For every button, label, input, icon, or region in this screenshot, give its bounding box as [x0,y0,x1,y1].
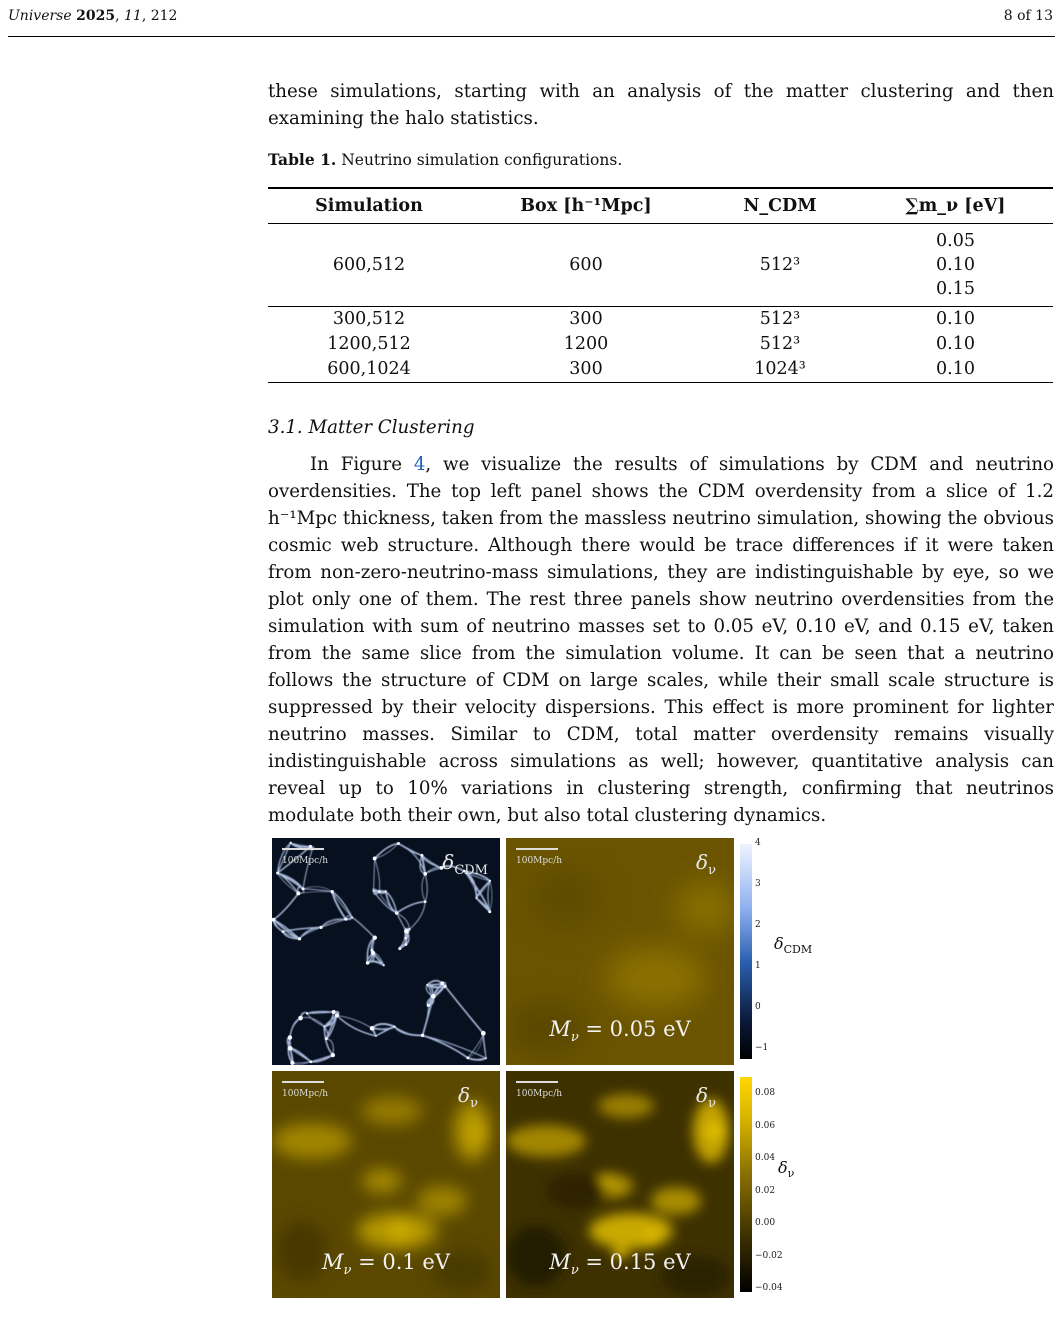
header-box: Box [h⁻¹Mpc] [520,195,652,216]
cdm-halo [302,887,305,890]
colorbar-nu [740,1077,752,1292]
colorbar-cdm-label: $\delta_{CDM}$ [774,934,813,957]
cdm-halo [296,891,300,895]
cdm-halo [427,1004,430,1007]
scale-bar [516,848,558,850]
cell-ncdm: 512³ [759,254,801,275]
cdm-halo [332,1010,336,1014]
table-row [268,332,1053,357]
scale-label: 100Mpc/h [516,1089,563,1099]
cdm-halo [309,1060,312,1063]
scale-label: 100Mpc/h [516,856,563,866]
cdm-halo [335,1013,339,1017]
panel-cdm [272,838,500,1065]
cell-simulation: 1200,512 [327,333,411,354]
header-ncdm: N_CDM [743,195,817,216]
mass-label: $M_\nu = 0.05$ eV [549,1016,691,1045]
colorbar-tick-label: 0.04 [755,1153,776,1163]
cdm-halo [276,872,279,875]
cdm-halo [395,911,399,915]
table-caption-text: Neutrino simulation configurations. [341,151,623,169]
cdm-halo [288,1035,293,1040]
table-header-row [268,189,1053,223]
cdm-halo [298,937,301,940]
colorbar-tick-label: 2 [755,920,761,930]
cell-simulation: 600,1024 [327,358,411,379]
cell-mass: 0.10 [936,358,975,379]
panel-symbol: $\delta_\nu$ [696,850,716,878]
panel-symbol: $\delta_{CDM}$ [442,850,488,878]
cell-masses [858,229,1053,301]
cdm-halo [298,1016,303,1021]
cdm-halo [385,890,387,892]
cell-mass: 0.10 [936,308,975,329]
cell-ncdm: 1024³ [754,358,806,379]
panel-nu-005 [506,838,734,1065]
colorbar-tick-label: 3 [755,879,761,889]
cdm-halo [423,872,427,876]
journal-name: Universe [8,8,72,24]
colorbar-tick-label: 0.02 [755,1185,776,1196]
colorbar-tick-label: −0.04 [755,1283,783,1293]
cdm-halo [370,1026,375,1031]
cell-mass: 0.05 [936,230,975,251]
cdm-halo [373,936,377,940]
cell-simulation: 300,512 [332,308,406,329]
scale-bar [516,1081,558,1083]
scale-bar [282,1081,324,1083]
cdm-halo [282,930,285,933]
cdm-halo [404,937,407,940]
cdm-halo [404,929,409,934]
cdm-halo [288,1046,293,1051]
panel-nu-015 [506,1071,734,1298]
cell-mass: 0.15 [936,278,975,299]
journal-volume: 11 [123,8,142,24]
table-bottom-rule [268,382,1053,384]
journal-citation: Universe 2025, 11, 212 [8,8,178,24]
cdm-halo [375,1035,377,1037]
header-simulation: Simulation [315,195,423,216]
paragraph-start: In Figure [310,454,414,475]
cdm-halo [485,1057,487,1059]
cdm-halo [481,1031,486,1036]
panel-symbol: $\delta_\nu$ [696,1083,716,1111]
cdm-halo [405,943,408,946]
page-number: 8 of 13 [1003,8,1053,24]
header-rule [8,36,1055,37]
cdm-halo [420,854,423,857]
cell-box: 300 [569,358,603,379]
scale-label: 100Mpc/h [282,1089,329,1099]
cdm-halo [331,1053,335,1057]
cdm-halo [397,842,400,845]
cdm-halo [373,890,375,892]
cdm-halo [488,910,491,913]
colorbar-tick-label: −0.02 [755,1250,783,1261]
colorbar-tick-label: −1 [755,1043,769,1053]
cdm-halo [344,918,347,921]
cdm-halo [370,949,373,952]
figure-overdensity [272,838,817,1300]
article-number: 212 [150,8,178,24]
scale-bar [282,848,324,850]
cdm-halo [443,985,446,988]
table-row [268,307,1053,332]
cdm-halo [431,994,436,999]
scale-label: 100Mpc/h [282,856,329,866]
paragraph-matter-clustering [268,451,1054,829]
cdm-halo [489,880,491,882]
cdm-halo [323,1026,325,1028]
table-row [268,224,1053,306]
cdm-halo [351,917,353,919]
cell-box: 300 [569,308,603,329]
cdm-halo [373,857,377,861]
cdm-halo [290,842,292,844]
cdm-halo [378,890,381,893]
cdm-halo [421,1034,424,1037]
table-caption-label: Table 1. [268,150,337,169]
cell-simulation: 600,512 [332,254,406,275]
running-header [8,6,1055,32]
colorbar-nu-label: $\delta_\nu$ [778,1158,795,1181]
cdm-halo [366,961,370,965]
cdm-halo [319,926,322,929]
table-caption [268,150,622,169]
paragraph-intro: these simulations, starting with an analysis of the matter clustering and then examining the halo statistics. [268,81,1054,129]
colorbar-tick-label: 0.00 [755,1218,776,1228]
mass-label: $M_\nu = 0.15$ eV [549,1249,691,1278]
paragraph-rest: , we visualize the results of simulations by CDM and neutrino overdensities. The top left panel shows the CDM overdensity from a slice of 1.2 h⁻¹Mpc thickness, taken from the massless neutrino simulation, showing the obvious cosmic web structure. Although there would be trace differences if it were taken from non-zero-neutrino-mass simulations, they are indistinguishable by eye, so we plot only one of them. The rest three panels show neutrino overdensities from the simulation with sum of neutrino masses set to 0.05 eV, 0.10 eV, and 0.15 eV, taken from the same slice from the simulation volume. It can be seen that a neutrino follows the structure of CDM on large scales, while their small scale structure is suppressed by their velocity dispersions. This effect is more prominent for lighter neutrino masses. Similar to CDM, total matter overdensity remains visually indistinguishable across simulations as well; however, quantitative analysis can reveal up to 10% variations in clustering strength, confirming that neutrinos modulate both their own, but also total clustering dynamics. [268,454,1054,826]
colorbar-tick-label: 0.06 [755,1120,776,1131]
journal-year: 2025 [76,8,116,24]
colorbar-tick-label: 0.08 [755,1088,776,1098]
cell-ncdm: 512³ [759,333,801,354]
mass-label: $M_\nu = 0.1$ eV [321,1249,451,1278]
colorbar-tick-label: 0 [755,1002,761,1012]
cdm-halo [475,897,477,899]
colorbar-tick-label: 1 [755,961,761,971]
colorbar-cdm [740,844,752,1059]
figure-link[interactable]: 4 [413,454,426,475]
cell-ncdm: 512³ [759,308,801,329]
cdm-halo [290,1061,294,1065]
cdm-halo [393,1025,395,1027]
cdm-halo [440,981,444,985]
cdm-halo [398,947,401,950]
panel-symbol: $\delta_\nu$ [458,1083,478,1111]
cdm-halo [426,984,428,986]
cell-box: 1200 [563,333,609,354]
cdm-halo [383,964,385,966]
section-title: 3.1. Matter Clustering [268,417,475,438]
cell-box: 600 [569,254,603,275]
header-mass-sum: ∑m_ν [eV] [905,195,1006,216]
cdm-halo [306,1012,308,1014]
table-row [268,357,1053,382]
cdm-halo [331,890,334,893]
cdm-halo [408,928,410,930]
colorbar-tick-label: 4 [755,838,761,848]
simulation-table [268,187,1053,383]
cell-mass: 0.10 [936,254,975,275]
cdm-halo [325,1037,328,1040]
table-block-2 [268,307,1053,382]
cell-mass: 0.10 [936,333,975,354]
cdm-halo [466,1056,469,1059]
cdm-halo [424,900,427,903]
panel-nu-010 [272,1071,500,1298]
